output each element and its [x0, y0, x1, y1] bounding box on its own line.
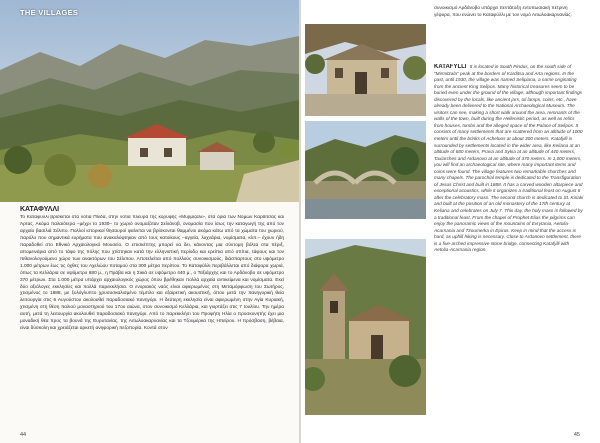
left-page	[0, 0, 299, 443]
greek-article-body: Το Καταφύλλι βρίσκεται στα νότια Πίνδα, στην νότια πλευρά της κορυφής «Μυρμίζαλι», στα όρια των Νομών Καρδίτσας και Άρτας. Ακόμα παλαιότερα –μέχρι το 1930– το χωριό ονομαζόταν Σελιάνοβ, ονομασία που ίσως την καταγωγή της από τον αρχαίο βασιλιά Σέλιπο. Πολλοί ιστορικοί θησαυροί φαίνεται να βρίσκονται θαμμένοι ακόμα κάτω από τα χώματα του χωριού, παρόλο που σημαντικά ευρήματα που ανακαλύφτηκαν από τους κατοίκους –αγγεία, λυχνάρια, νομίσματα, κλπ.– έχουν ήδη παραδοθεί στο Εθνικό Αρχαιολογικό Μουσείο. Ο επισκέπτης μπορεί να δει, κάνοντας μια σύντομη βόλτα στα πέριξ, απομεινάρια από το τάφο της πόλης που χτίστηκαν κατά την ελληνιστική περίοδο και ερείπια από σπίτια, τάφους και τον πιθανολογούμενο χώρο των ανακτόρων του Σέλιπου. Αποτελείται από πολλούς συνοικισμούς, διάσπαρτους στο υψόμετρο 1.000 μέτρων έως τις όχθες του Αχελώου ποταμού στα 300 μέτρα περίπου. Το Καταφύλλι περιβάλλεται από διάφορα χωριά, όπως τα Κελλάρια σε υψόμετρο 680 μ., η Πράβα και η Σικιά σε υψόμετρο 440 μ., ο Ταξιάρχης και το Αρδάνοβο σε υψόμετρο 370 μέτρων. Στα 1.000 μέτρα υπάρχει αρχαιολογικός χώρος όπου βρέθηκαν πολλά αρχαία αντικείμενα και νομίσματα. Εκεί δύο αξιόλογες εκκλησίες και πολλά παρεκκλήσια. Ο ενοριακός ναός είναι αφιερωμένος στη Μεταμόρφωση του Σωτήρος, χτισμένος το 1888, με ξυλόγλυπτο χρυσοσκαλισμένο τέμπλο και εξαιρετική ακουστική, όπου μετά την πανηγυρική θεία λειτουργία στις 6 Αυγούστου ακολουθεί παραδοσιακό πανηγύρι. Η δεύτερη εκκλησία είναι αφιερωμένη στην Αγία Κυριακή, χτισμένη στη θέση παλιού μοναστηριού του 17ου αιώνα, στον συνοικισμό Κελλάρια, και γιορτάζει στις 7 Ιουλίου. Την ημέρα αυτή, μετά τη λειτουργία ακολουθεί παραδοσιακό πανηγύρι. Από το παρεκκλήσι του Προφήτη Ηλία ο προσκυνητής έχει μια μοναδική θέα προς τα βουνά της Ευρυτανίας, της Αιτωλοακαρνανίας και τα Τζουμέρκα της Ηπείρου. Η πρόσβαση, βέβαια, είναι δύσκολη και χρειάζεται αρκετή ανηφορική πεζοπορία. Κοντά στον	[20, 215, 284, 332]
stone-bridge-photo	[305, 121, 426, 219]
right-page	[301, 0, 600, 443]
english-article-body: It is located in South Pindus, on the south side of "Mirmitzala" peak at the borders of Karditsa and Arta regions. In the past, until 1930, the village was named Selipiana, a name originating from the ancient King Selipos. Many historical treasures seem to be buried even under the ground of the village, although important findings discovered by the locals, like ancient jars, oil lamps, coins, etc., have already been delivered to the National Archaeological Museum. The visitors can see, making a short walk around the area, remnants of the walls of the town, built during the Hellenistic period, as well as relics from houses, tombs and the alleged space of the Palace of Selipos. It consists of many settlements that are scattered from an altitude of 1000 meters until the brinks of Acheloos at about 300 meters. Katafylli is surrounded by settlements located in the wider area, like Keliana at an altitude of 680 meters, Prava and Sykia at an altitude of 440 meters, Taxiarches and Ardanovo at an altitude of 370 meters. In 1,000 meters, you will find an archaeological site, where many important items and coins were found. The village features two remarkable churches and many chapels. The parochial temple is dedicated to the Transfiguration of Jesus Christ and built in 1888. It has a carved wooden altarpiece and exceptional acoustics, while it organizes a traditional feast on August 6 after the celebratory mass. The second church is dedicated to St. Kiriaki and built at the position of an old monastery of the 17th century at Keliana and celebrates on July 7. This day, the holy mass is followed by a traditional feast. From the chapel of Prophet Elias the pilgrims can enjoy the panoramic views of the mountains of Evrytania, Aetolia-Acarnania and Tzoumerka in Epirus. Keep in mind that the access is hard, as uphill hiking is necessary. Close to Ardanovo settlement, there is a five-arched impressive stone bridge, connecting Katafylli with Aetolia-Acarnania region.	[434, 64, 584, 253]
chapel-tower-photo	[305, 239, 426, 415]
church-image	[305, 24, 426, 116]
mountain-village-image	[0, 0, 299, 202]
page-number-left: 44	[20, 432, 27, 438]
greek-article-title: ΚΑΤΑΦΥΛΛΙ	[20, 206, 60, 213]
english-article-title: KATAFYLLI	[434, 64, 467, 70]
english-article	[434, 64, 584, 426]
page-number-right: 45	[573, 432, 580, 438]
chapel-image	[305, 239, 426, 415]
village-hero-photo	[0, 0, 299, 202]
church-courtyard-photo	[305, 24, 426, 116]
greek-article-continuation: συνοικισμό Αρδάνοβο υπάρχει πεντάτοξη εντυπωσιακή πέτρινη γέφυρα, που ενώνει το Καταφύλλι με τον νομό Αιτωλοακαρνανίας.	[434, 6, 572, 18]
section-label: THE VILLAGES	[20, 8, 79, 17]
bridge-image	[305, 121, 426, 219]
